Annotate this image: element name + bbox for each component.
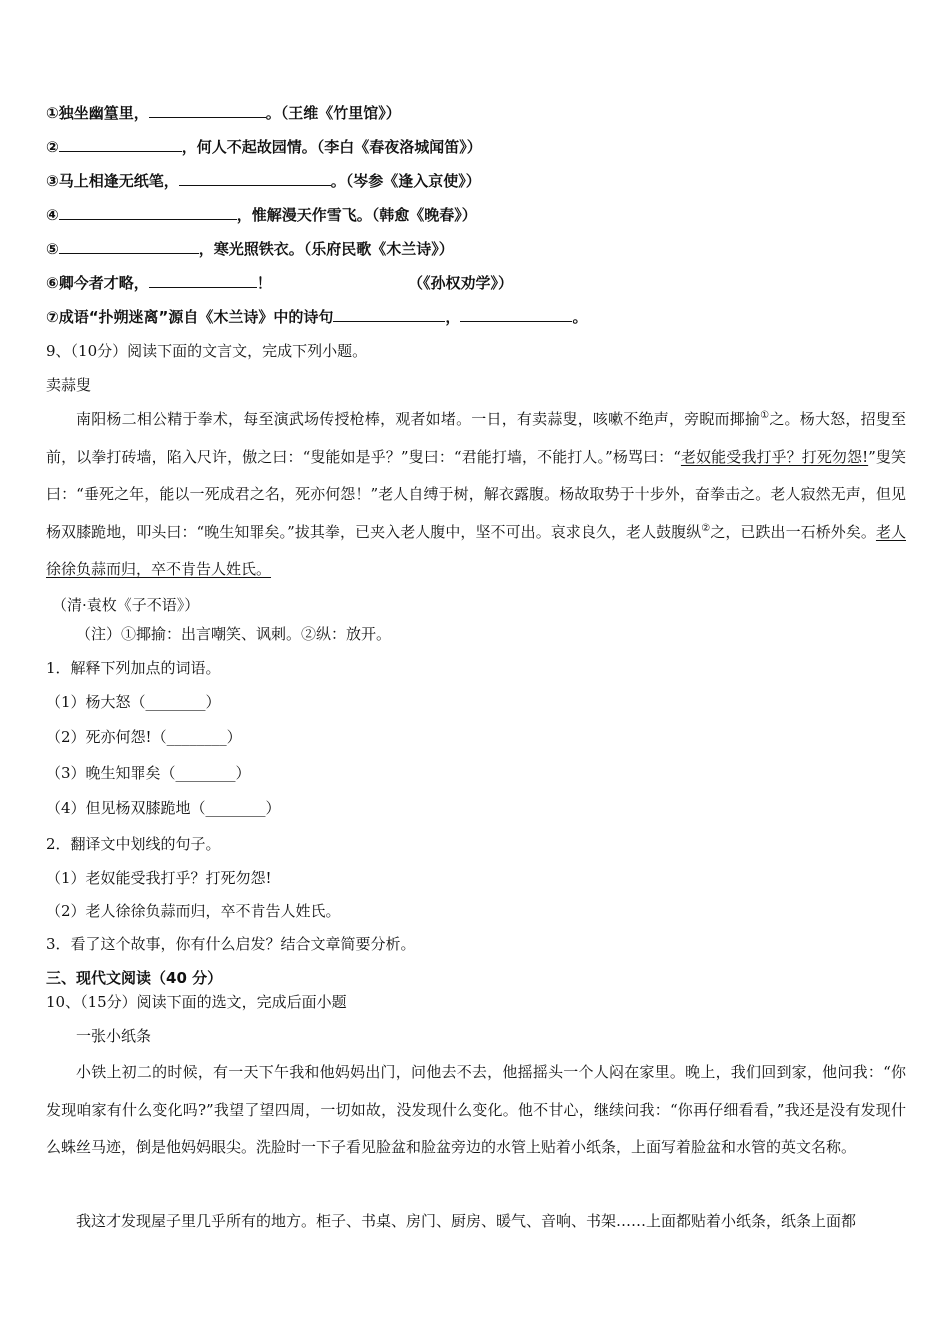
poem-line-5: ⑤ ，寒光照铁衣。（乐府民歌《木兰诗》） — [46, 240, 454, 258]
q10-paragraph-2: 我这才发现屋子里几乎所有的地方。柜子、书桌、房门、厨房、暖气、音响、书架……上面都贴着小纸条，纸条上面都 — [76, 1212, 857, 1230]
poem-line-2: ② ，何人不起故园情。（李白《春夜洛城闻笛》） — [46, 138, 482, 156]
q9-item-1: （1）杨大怒（________） — [46, 693, 221, 711]
q9-footnote: （注）①揶揄：出言嘲笑、讽刺。②纵：放开。 — [76, 625, 392, 643]
answer-blank[interactable] — [59, 239, 199, 254]
q9-item-4: （4）但见杨双膝跪地（________） — [46, 799, 281, 817]
q9-item-2: （2）死亦何怨!（________） — [46, 728, 242, 746]
q9-source: （清·袁枚《子不语》） — [52, 596, 200, 614]
underlined-sentence-2: 老人徐徐负蒜而归，卒不肯告人姓氏。 — [46, 522, 906, 578]
poem-line-6: ⑥卿今者才略， ！ （《孙权劝学》） — [46, 274, 514, 292]
answer-blank[interactable] — [59, 137, 182, 152]
poem-line-1: ①独坐幽篁里， 。（王维《竹里馆》） — [46, 104, 401, 122]
q10-paragraph-1: 小铁上初二的时候，有一天下午我和他妈妈出门，问他去不去，他摇摇头一个人闷在家里。晚上，我们回到家，他问我：“你发现咱家有什么变化吗?”我望了望四周，一切如故，没发现什么变化。他不甘心，继续问我：“你再仔细看看，”我还是没有发现什么蛛丝马迹，倒是他妈妈眼尖。洗脸时一下子看见脸盆和脸盆旁边的水管上贴着小纸条，上面写着脸盆和水管的英文名称。 — [46, 1063, 906, 1156]
answer-blank[interactable] — [149, 273, 257, 288]
q9-sub2: 2．翻译文中划线的句子。 — [46, 835, 221, 853]
answer-blank[interactable] — [149, 103, 266, 118]
q9-header: 9、（10分）阅读下面的文言文，完成下列小题。 — [46, 342, 368, 360]
answer-blank[interactable]: ________ — [175, 764, 236, 782]
q9-translate-2: （2）老人徐徐负蒜而归，卒不肯告人姓氏。 — [46, 902, 341, 920]
poem-line-7: ⑦成语“扑朔迷离”源自《木兰诗》中的诗句 ， 。 — [46, 308, 588, 326]
q9-passage-title: 卖蒜叟 — [46, 376, 92, 394]
answer-blank[interactable]: ________ — [205, 799, 266, 817]
q9-translate-1: （1）老奴能受我打乎？打死勿怨! — [46, 869, 272, 887]
answer-blank[interactable]: ________ — [166, 728, 227, 746]
q9-sub3: 3．看了这个故事，你有什么启发？结合文章简要分析。 — [46, 935, 416, 953]
q9-sub1: 1．解释下列加点的词语。 — [46, 659, 221, 677]
answer-blank[interactable] — [59, 205, 237, 220]
q10-passage-title: 一张小纸条 — [76, 1027, 152, 1045]
q10-header: 10、（15分）阅读下面的选文，完成后面小题 — [46, 993, 347, 1011]
underlined-sentence-1: 老奴能受我打乎？打死勿怨! — [680, 447, 869, 466]
section-title: 三、现代文阅读（40 分） — [46, 969, 223, 987]
answer-blank[interactable] — [333, 307, 445, 322]
answer-blank[interactable] — [460, 307, 572, 322]
poem-line-4: ④ ，惟解漫天作雪飞。（韩愈《晚春》） — [46, 206, 477, 224]
answer-blank[interactable]: ________ — [145, 693, 206, 711]
q9-passage: 南阳杨二相公精于拳术，每至演武场传授枪棒，观者如堵。一日，有卖蒜叟，咳嗽不绝声，旁睨而揶揄①之。杨大怒，招叟至前，以拳打砖墙，陷入尺许，傲之曰：“叟能如是乎？”叟曰：“君能打墙，不能打人。”杨骂曰：“老奴能受我打乎？打死勿怨!”叟笑曰：“垂死之年，能以一死成君之名，死亦何怨！”老人自缚于树，解衣露腹。杨故取势于十步外，奋拳击之。老人寂然无声，但见杨双膝跪地，叩头曰：“晚生知罪矣。”拔其拳，已夹入老人腹中，坚不可出。哀求良久，老人鼓腹纵②之，已跌出一石桥外矣。老人徐徐负蒜而归，卒不肯告人姓氏。 — [46, 410, 906, 578]
poem-line-3: ③马上相逢无纸笔， 。（岑参《逢入京使》） — [46, 172, 481, 190]
q9-item-3: （3）晚生知罪矣（________） — [46, 764, 251, 782]
answer-blank[interactable] — [179, 171, 331, 186]
